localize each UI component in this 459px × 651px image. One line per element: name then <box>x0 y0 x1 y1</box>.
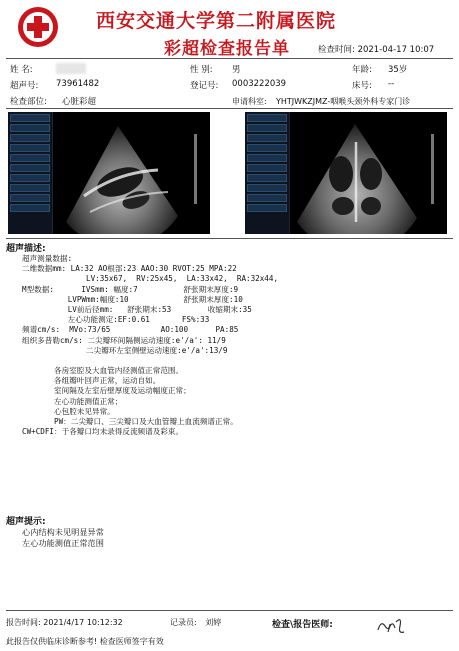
footer-divider <box>6 610 453 611</box>
doctor-label: 检查\报告医师: <box>272 620 333 630</box>
gender-label: 性 别: <box>190 65 213 75</box>
hospital-logo <box>16 5 60 49</box>
bed-label: 床号: <box>352 81 372 91</box>
name-value <box>56 63 86 74</box>
findings-line: 各组瓣叶回声正常，运动自如。 <box>22 376 161 386</box>
findings-line <box>22 356 278 366</box>
header-divider <box>6 58 453 59</box>
findings-line: 超声测量数据: <box>22 254 73 263</box>
name-label: 姓 名: <box>10 65 33 75</box>
reg-label: 登记号: <box>190 81 219 91</box>
hospital-name: 西安交通大学第二附属医院 <box>96 10 337 32</box>
age-label: 年龄: <box>352 65 372 75</box>
ultrasound-image-2 <box>245 112 447 234</box>
findings-line: 左心功能测值正常； <box>22 396 123 406</box>
findings-line: LV:35x67, RV:25x45, LA:33x42, RA:32x44, <box>22 274 279 284</box>
findings-line: 左心功能测定:EF:0.61 FS%:33 <box>22 315 210 325</box>
findings-line: CW+CDFI：于各瓣口均未录得反流频谱及彩束。 <box>22 427 184 437</box>
report-notice: 此报告仅供临床诊断参考! 检查医师签字有效 <box>6 637 164 646</box>
recorder-label: 记录员: <box>170 618 197 627</box>
exam-time <box>318 43 434 55</box>
gender-value: 男 <box>232 65 241 75</box>
findings-line: 二维数据mm: LA:32 AO根部:23 AAO:30 RVOT:25 MPA:22 <box>22 264 237 274</box>
part-label: 检查部位: <box>10 97 47 107</box>
findings-line: 心包腔未见异常。 <box>22 406 115 416</box>
report-time-value: 2021/4/17 10:12:32 <box>43 618 123 627</box>
findings-body <box>22 254 278 437</box>
part-value: 心脏彩超 <box>62 97 97 107</box>
info-divider <box>6 108 453 109</box>
findings-line: LV前后径mm: 舒张期末:53 收缩期末:35 <box>22 305 252 315</box>
findings-line: 频谱cm/s: MVo:73/65 AO:100 PA:85 <box>22 325 239 335</box>
record-value: 73961482 <box>56 79 100 89</box>
findings-line: M型数据: IVSmm: 幅度:7 舒张期末厚度:9 <box>22 284 239 294</box>
findings-line: 室间隔及左室后壁厚度及运动幅度正常； <box>22 386 191 396</box>
findings-line: 各房室腔及大血管内径测值正常范围。 <box>22 366 184 376</box>
doctor-signature <box>376 612 406 638</box>
age-value: 35岁 <box>388 65 408 75</box>
exam-time-label: 检查时间: <box>318 45 355 55</box>
findings-line: LVPWmm:幅度:10 舒张期末厚度:10 <box>22 294 243 304</box>
dept-label: 申请科室: <box>232 97 267 106</box>
conclusion-body <box>22 527 104 549</box>
conclusion-line: 心内结构未见明显异常 <box>22 527 104 537</box>
conclusion-line: 左心功能测值正常范围 <box>22 538 104 548</box>
bed-value: -- <box>388 79 395 89</box>
report-time-label: 报告时间: <box>6 618 41 627</box>
report-time <box>6 617 123 628</box>
findings-line: 二尖瓣环左室侧壁运动速度:e'/a':13/9 <box>22 345 228 355</box>
ultrasound-image-1 <box>8 112 210 234</box>
record-label: 超声号: <box>10 81 39 91</box>
findings-line: 组织多普勒cm/s: 二尖瓣环间隔侧运动速度:e'/a': 11/9 <box>22 335 226 345</box>
recorder <box>170 617 221 628</box>
exam-time-value: 2021-04-17 10:07 <box>357 45 435 55</box>
recorder-value: 刘婷 <box>205 618 222 627</box>
reg-value: 0003222039 <box>232 79 287 89</box>
findings-title: 超声描述: <box>6 244 46 254</box>
report-title: 彩超检查报告单 <box>164 39 290 59</box>
ultrasound-2-scan <box>245 112 447 234</box>
ultrasound-1-scan <box>8 112 210 234</box>
image-divider <box>6 238 453 239</box>
dept-value: YHTJWKZJMZ-咽喉头颈外科专家门诊 <box>276 97 411 106</box>
conclusion-title: 超声提示: <box>6 517 46 527</box>
findings-line: PW：二尖瓣口、三尖瓣口及大血管瓣上血流频谱正常。 <box>22 417 238 427</box>
